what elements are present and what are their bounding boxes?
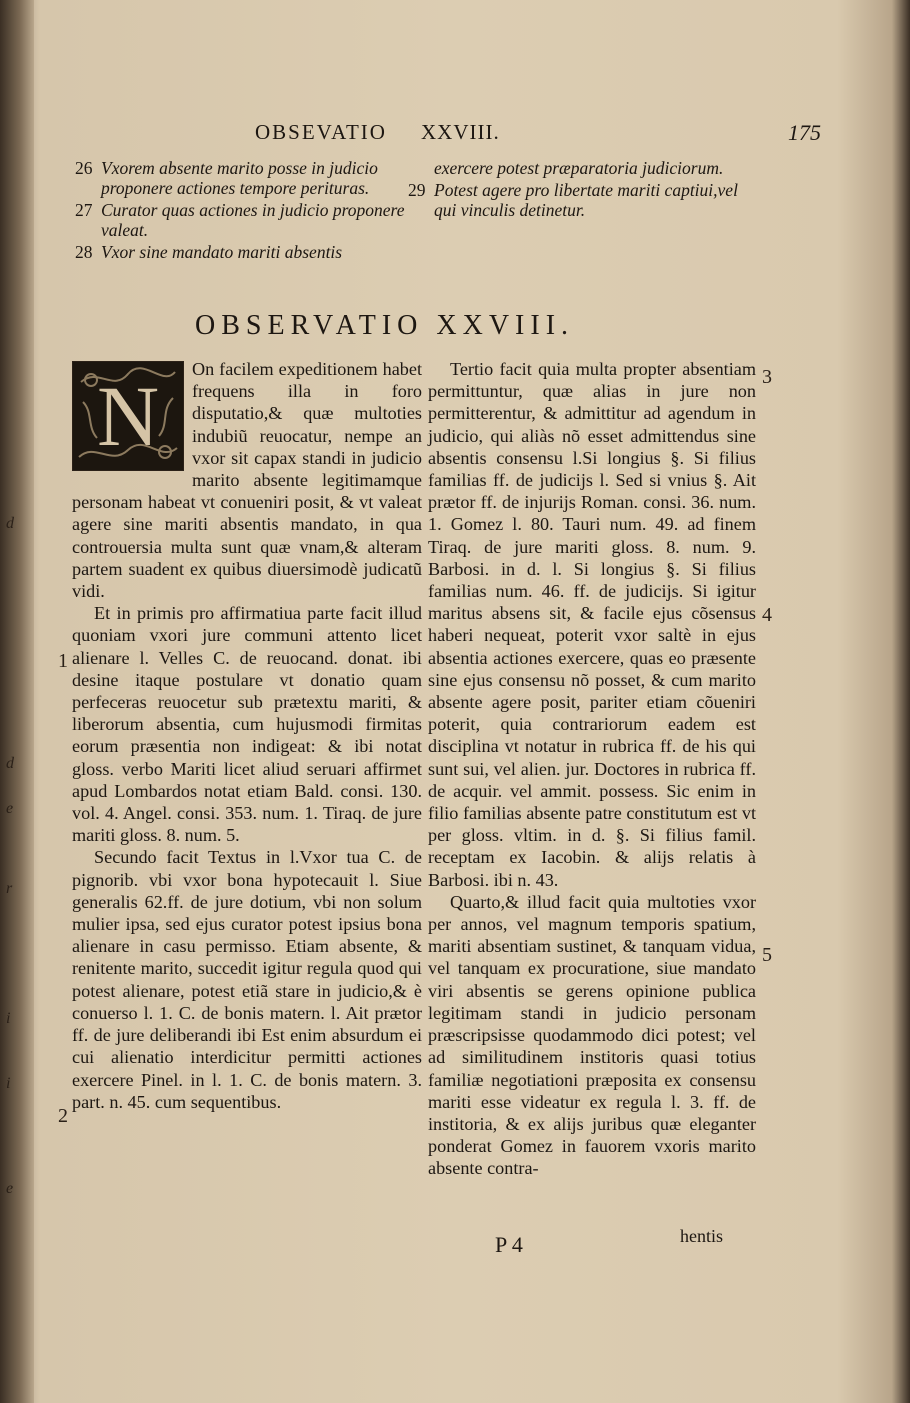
edge-letter: d (6, 755, 14, 772)
running-head-title: OBSEVATIO (255, 120, 387, 144)
summary-number: 26 (75, 158, 93, 178)
right-column (428, 358, 756, 1180)
edge-letter: d (6, 515, 14, 532)
running-head (255, 120, 821, 154)
summary-text: exercere potest præparatoria judiciorum. (434, 158, 724, 178)
catchword: hentis (680, 1226, 723, 1246)
summary-number (408, 158, 434, 178)
summary-left (75, 158, 430, 262)
paragraph: Quarto,& illud facit quia multoties vxor per annos, vel magnum temporis spatium, mariti absentiam sustinet, & tanquam vidua, vel tanquam ex procuratione, siue mandato viri absentis se gerens opinione publica legitimam standi in judicio personam præscripsisse quodammodo dici potest; vel ad similitudinem institoris quasi totius familiæ negotiationi præposita ex consensu mariti esse videatur ex regula l. 3. ff. de institoria, & ex alijs juribus quæ eleganter ponderat Gomez in fauorem vxoris marito absente contra- (428, 891, 756, 1179)
dropcap-letter: N (96, 367, 160, 464)
summary-text: Curator quas actiones in judicio proponere valeat. (101, 200, 405, 240)
section-title: OBSERVATIO XXVIII. (195, 310, 575, 341)
summary-text: Vxor sine mandato mariti absentis (101, 242, 343, 262)
book-page (40, 0, 895, 1403)
summary-item (408, 180, 748, 220)
paragraph: Tertio facit quia multa propter absentiam permittuntur, quæ alias in jure non permitterentur, & admittitur ad agendum in judicio, qui aliàs nõ esset admittendus sine absentis consensu l.Si longius §. Si filius familias ff. de judicijs l. Sed si vnius §. Ait prætor ff. de injurijs Roman. consi. 36. num. 1. Gomez l. 80. Tauri num. 49. ad finem Tiraq. de jure mariti gloss. 8. num. 9. Barbosi. in d. l. Si longius §. Si filius familias num. 46. ff. de judicijs. Si igitur maritus absens sit, & facile ejus cõsensus haberi nequeat, poterit vxor saltè in ejus absentia actiones exercere, quas eo præsente sine ejus consensu nõ posset, & cum marito absente agere posit, pariter etiam cõueniri poterit, quia contrariorum eadem est disciplina vt notatur in rubrica ff. de his qui sunt sui, vel alien. jur. Doctores in rubrica ff. de acquir. vel ammit. possess. Sic enim in filio familias absente patre constitutum est vt per gloss. vltim. in d. §. Si filius famil. receptam ex Iacobin. & alijs relatis à Barbosi. ibi n. 43. (428, 359, 756, 890)
summary-item (75, 158, 430, 198)
summary-text: Potest agere pro libertate mariti captiui,vel qui vinculis detinetur. (434, 180, 738, 220)
page-number: 175 (788, 120, 821, 145)
paragraph: Secundo facit Textus in l.Vxor tua C. de pignorib. vbi vxor bona hypotecauit l. Siue generalis 62.ff. de jure dotium, vbi non solum mulier ipsa, sed ejus curator potest ipsius bona alienare in casu permisso. Etiam absente, & renitente marito, succedit igitur regula quod qui potest alienare, potest etiã stare in judicio,& è conuerso l. 1. C. de bonis matern. l. Ait prætor ff. de jure deliberandi ibi Est enim absurdum ei cui alienatio interdicitur permitti actiones exercere Pinel. in l. 1. C. de bonis matern. 3. part. n. 45. cum sequentibus. (72, 847, 422, 1112)
summary-right (408, 158, 748, 220)
margin-number: 4 (762, 604, 772, 626)
signature-mark: P 4 (495, 1232, 523, 1257)
edge-letter: i (6, 1010, 11, 1027)
facing-page-fragments (0, 0, 30, 1403)
paragraph: On facilem expeditionem habet frequens illa in foro disputatio,& quæ multoties indubiũ reuocatur, nempe an vxor sit capax standi in judicio marito absente legitimamque personam habeat vt conueniri posit, & vt valeat agere sine mariti absentis mandato, in qua controuersia multa sunt quæ vnam,& alteram partem suadent ex quibus diuersimodè judicatũ vidi. (72, 359, 422, 602)
summary-item (75, 242, 430, 262)
margin-number: 2 (58, 1105, 68, 1127)
edge-letter: e (6, 800, 14, 817)
paragraph: Et in primis pro affirmatiua parte facit illud quoniam vxori jure communi attento licet alienare l. Velles C. de reuocand. donat. ibi desine itaque postulare vt donatio quam perfeceras reuocetur sub prætextu mariti, & liberorum absentia, cum hujusmodi firmitas eorum præsentia non indigeat: & ibi notat gloss. verbo Mariti licet aliud seruari affirmet apud Lombardos notat etiam Bald. consi. 130. vol. 4. Angel. consi. 353. num. 1. Tiraq. de jure mariti gloss. 8. num. 5. (72, 603, 422, 846)
edge-letter: r (6, 880, 13, 897)
summary-item (75, 200, 430, 240)
decorated-initial (72, 361, 184, 471)
summary-number: 29 (408, 180, 426, 200)
summary-number: 27 (75, 200, 93, 220)
margin-number: 5 (762, 944, 772, 966)
edge-letter: e (6, 1180, 14, 1197)
summary-number: 28 (75, 242, 93, 262)
running-head-number: XXVIII. (421, 120, 500, 144)
edge-letter: i (6, 1075, 11, 1092)
summary-item (408, 158, 748, 178)
summary-text: Vxorem absente marito posse in judicio proponere actiones tempore perituras. (101, 158, 378, 198)
margin-number: 3 (762, 366, 772, 388)
left-column (72, 358, 422, 1113)
margin-number: 1 (58, 650, 68, 672)
